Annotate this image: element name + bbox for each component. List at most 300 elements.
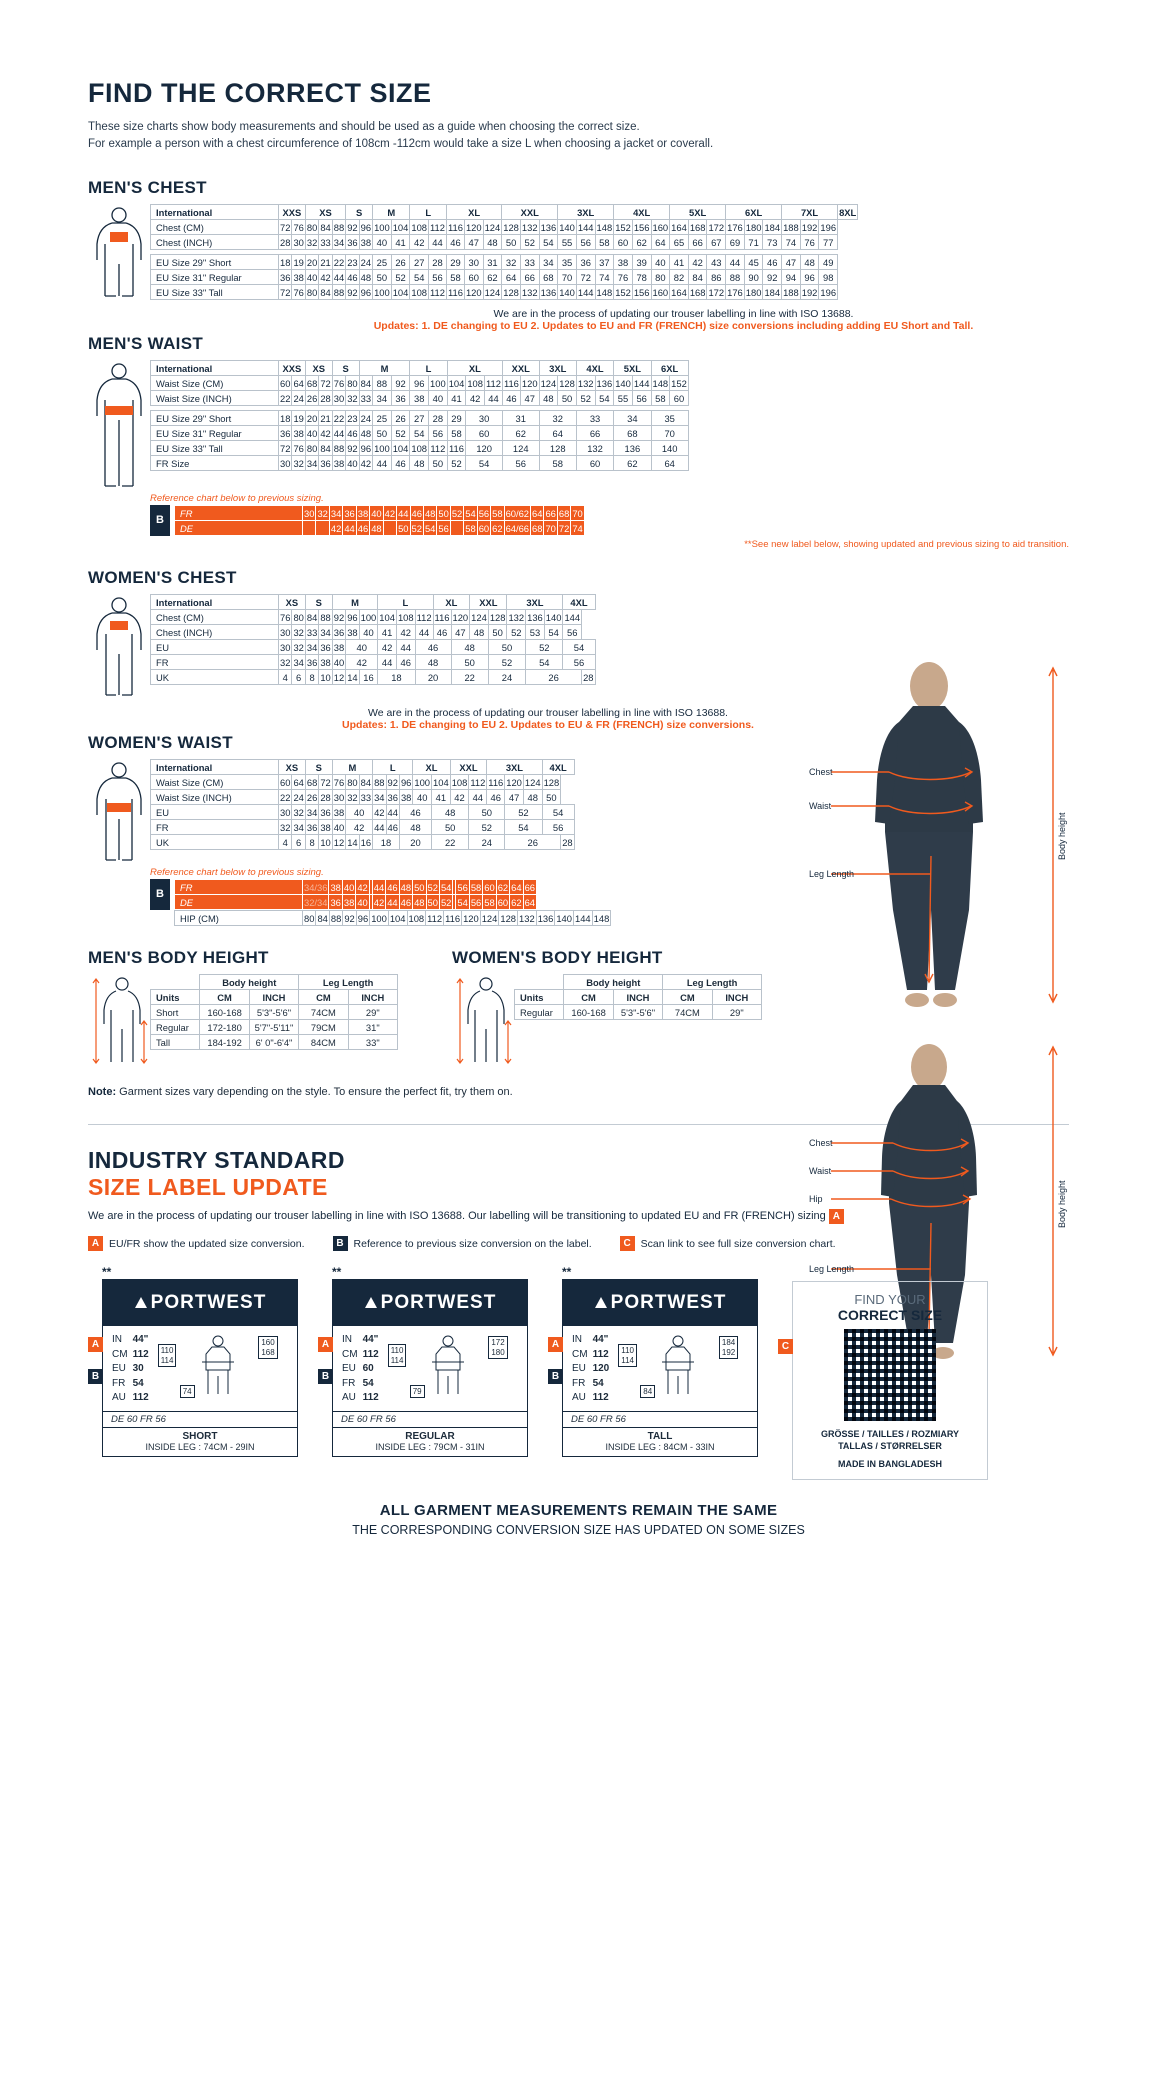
cell: 77 [819,235,838,250]
cell: 52 [520,235,539,250]
mens-waist-b-badge: B [150,505,170,536]
womens-chest-figure [88,594,150,699]
row-label: FR [175,506,303,521]
cell: 70 [651,426,688,441]
cell: 76 [333,776,345,788]
cell: 42 [384,507,396,519]
spec-value: 112 [592,1392,609,1404]
cell: 40 [343,881,355,893]
cell: 112 [470,776,486,788]
cell: 104 [448,377,465,389]
cell: 52 [391,270,410,285]
size-header: S [305,760,332,775]
size-header: 3XL [487,760,542,775]
cell: 34 [293,821,304,833]
cell: 68 [614,426,651,441]
cell: 172 [708,221,725,233]
cell: 48 [410,456,429,471]
cell: 21 [320,412,331,424]
cell: 58 [651,391,670,406]
cell: 48 [470,625,489,640]
cell: 120 [465,286,482,298]
cell: 41 [378,625,397,640]
row-label: EU Size 33" Tall [151,285,279,300]
cell: 62 [497,881,509,893]
cell: 84 [360,776,372,788]
cell: 54 [526,655,563,670]
cell: 19 [293,256,304,268]
legend-item-a [88,1236,305,1251]
cell: 44 [387,896,398,908]
cell: 98 [819,270,838,285]
cell: 36 [344,507,355,519]
cell: 132 [519,912,535,924]
cell: 58 [484,896,495,908]
cell: 46 [502,391,520,406]
cell: 72 [558,522,570,534]
cell: 76 [293,286,304,298]
size-header: 3XL [558,205,614,220]
label-2-brand-bar [333,1280,527,1326]
cell: 50 [488,640,525,655]
cell: 48 [414,896,425,908]
cell: 33 [320,236,331,248]
cell: 23 [347,412,358,424]
cell: 58 [447,426,466,441]
cell: 48 [399,820,431,835]
cell: 38 [400,791,412,803]
cell: 76 [333,377,345,389]
cell: 44 [387,806,398,818]
spec-key: IN [112,1334,122,1346]
cell: 38 [357,507,369,519]
cell: 69 [726,235,745,250]
cell: 42 [450,790,469,805]
cell: 188 [783,286,799,298]
update-1: 1. DE changing to EU [421,320,528,333]
spec-key: CM [112,1348,128,1360]
cell: 76 [293,442,304,454]
cell: 72 [320,776,331,788]
cell: 30 [464,255,483,270]
page-intro [88,119,1069,152]
cell: 50 [432,820,469,835]
cell: 196 [820,221,837,233]
cell: 32 [306,236,318,248]
cell: 38 [360,236,372,248]
row-label: FR Size [151,456,279,471]
cell: 84 [320,221,331,233]
cell: 184-192 [200,1035,249,1050]
womens-chest-header-label: International [151,595,279,610]
qr-code-icon[interactable] [844,1329,936,1421]
label-3-mini-right: 184 192 [719,1336,738,1358]
group-header: Body height [200,975,299,990]
label-2-foot [333,1427,527,1456]
cell: 84 [306,611,318,623]
cell: 116 [447,286,463,298]
cell: 56 [502,456,539,471]
cell: 60 [614,235,633,250]
cell: 42 [396,625,415,640]
cell: 38 [614,255,633,270]
spec-key: CM [572,1348,588,1360]
cell: 60 [670,391,689,406]
cell: 128 [503,286,519,298]
table-row [175,911,611,926]
cell: 58 [465,522,476,534]
cell: 55 [614,391,633,406]
cell: 184 [764,221,781,233]
cell: 140 [615,377,631,389]
label-1-de-fr: DE 60 FR 56 [103,1411,297,1427]
cell: 160 [652,221,669,233]
womens-waist-figure [88,759,150,864]
cell: 25 [373,411,392,426]
cell: 196 [820,286,837,298]
cell: 18 [280,256,291,268]
cell: 72 [280,221,291,233]
row-label: UK [151,670,279,685]
spec-key: IN [572,1334,582,1346]
cell: 40 [371,507,382,519]
size-header: 7XL [782,205,838,220]
table-row [151,1035,398,1050]
cell: 46 [415,640,451,655]
row-label: Waist Size (CM) [151,775,279,790]
cell: 70 [558,270,577,285]
spec-key: FR [112,1377,126,1389]
cell: 48 [451,640,488,655]
cell: 47 [464,235,483,250]
cell: 56 [563,625,582,640]
cell: 152 [615,221,631,233]
cell: 32 [280,656,291,668]
brand-name: PORTWEST [610,1292,727,1314]
spec-value: 112 [592,1348,609,1360]
cell: 22 [280,392,291,404]
cell: 132 [576,441,613,456]
table-row [151,361,689,376]
cell: 50 [427,896,438,908]
cell: 144 [577,286,594,298]
qr-card[interactable] [792,1281,988,1479]
size-header: XXS [279,205,306,220]
cell: 40 [359,625,378,640]
row-label: Chest (INCH) [151,625,279,640]
label-1-star: ** [102,1265,112,1280]
cell: 22 [333,256,345,268]
size-header: XXL [470,595,507,610]
cell: 29 [447,411,466,426]
male-body-height-label: Body height [1057,812,1067,860]
cell: 84 [688,270,707,285]
cell [303,521,316,536]
cell: 32/34 [304,896,328,908]
cell: 60 [576,456,613,471]
size-header: 4XL [542,760,574,775]
cell: 128 [543,776,560,788]
spec-value: 112 [132,1348,149,1360]
size-header: 4XL [576,361,613,376]
cell: 108 [451,776,468,788]
row-label: Waist Size (INCH) [151,391,279,406]
spec-value: 54 [362,1377,374,1389]
cell: 104 [389,912,406,924]
cell: 40 [306,271,318,283]
cell: 5'3"-5'6" [249,1005,298,1020]
cell: 46 [347,427,358,439]
spec-key: CM [342,1348,358,1360]
cell: 132 [521,286,538,298]
cell: 124 [484,221,501,233]
cell: 32 [293,626,304,638]
table-row [151,426,689,441]
row-label: DE [175,521,303,536]
cell: 38 [293,271,304,283]
cell: 84CM [299,1035,348,1050]
cell: 54 [457,896,468,908]
cell: 112 [430,286,445,298]
size-header: 5XL [670,205,726,220]
cell: 54 [410,270,429,285]
cell: 65 [670,235,689,250]
cell: 120 [452,611,469,623]
cell: 29" [712,1005,761,1020]
label-1-mini-leg: 74 [180,1385,195,1398]
cell: 44 [373,456,392,471]
cell: 19 [293,412,304,424]
spec-value: 54 [592,1377,604,1389]
label-1-foot [103,1427,297,1456]
cell: 50 [488,625,507,640]
cell: 48 [371,522,382,534]
mens-waist-table [150,360,689,471]
cell: 32 [293,641,304,653]
legend-a-text: EU/FR show the updated size conversion. [109,1237,305,1250]
cell: 80 [304,912,315,924]
cell: 80 [306,221,318,233]
cell: 38 [333,641,345,653]
label-update-title-2: SIZE LABEL UPDATE [88,1174,328,1201]
cell: 31 [502,411,539,426]
spec-value: 112 [362,1348,379,1360]
cell: 64 [532,507,543,519]
cell: 64 [651,235,670,250]
note-label: Note: [88,1086,117,1099]
size-header: 8XL [839,206,857,218]
cell: 156 [633,221,650,233]
cell: 128 [559,377,575,389]
table-row [151,760,575,775]
cell: 46 [399,805,431,820]
cell: 96 [360,221,372,233]
cell: 53 [526,625,545,640]
mens-chest-header-label: International [151,205,279,220]
female-body-height-label: Body height [1057,1180,1067,1228]
cell: 46 [387,881,398,893]
sub-header: INCH [613,990,662,1005]
male-leg-length-label: Leg Length [809,869,855,879]
cell: 56 [438,522,449,534]
cell: 62 [492,522,503,534]
page-title: FIND THE CORRECT SIZE [88,78,432,108]
cell: 4 [279,670,292,685]
womens-waist-updates [268,719,828,731]
cell: 38 [293,427,304,439]
cell: 47 [505,790,524,805]
row-label: EU Size 31" Regular [151,426,279,441]
cell: 16 [359,670,378,685]
cell: 56 [632,391,651,406]
cell: 32 [293,457,304,469]
cell: 26 [391,255,410,270]
size-header: L [373,760,413,775]
mens-waist-iso-note: We are in the process of updating our trouser labelling in line with ISO 13688. [493,308,854,321]
spec-key: FR [572,1377,586,1389]
cell: 46 [446,235,464,250]
mens-body-height-title: MEN'S BODY HEIGHT [88,948,269,968]
cell: 30 [333,791,345,803]
cell: 74CM [299,1005,348,1020]
cell: 46 [391,456,410,471]
womens-chest-table [150,594,596,685]
cell: 180 [745,221,762,233]
cell: 100 [374,442,390,454]
cell: 4 [279,835,292,850]
cell: 52 [427,881,438,893]
cell: 42 [357,881,368,893]
mens-waist-footnote: **See new label below, showing updated and previous sizing to aid transition. [744,539,1069,551]
cell: 46 [433,625,451,640]
size-header: S [305,595,332,610]
cell: 54 [563,640,595,655]
cell: 164 [671,221,687,233]
cell: 76 [614,270,633,285]
size-header: L [410,205,447,220]
cell: 33" [348,1035,397,1050]
cell: 140 [559,286,575,298]
row-label: UK [151,835,279,850]
cell: 96 [347,611,358,623]
cell: 46 [357,522,369,534]
table-row [151,205,858,220]
spec-key: EU [112,1363,126,1375]
cell: 42 [374,806,385,818]
row-label: Waist Size (INCH) [151,790,279,805]
size-header: M [332,760,372,775]
cell: 120 [463,912,479,924]
row-label: FR [175,880,303,895]
row-label: EU Size 33" Tall [151,441,279,456]
cell: 32 [317,507,328,519]
size-header: XS [279,595,306,610]
cell: 38 [320,656,331,668]
male-waist-label: Waist [809,801,832,811]
cell: 52 [469,820,505,835]
group-header: Body height [564,975,663,990]
cell: 29" [348,1005,397,1020]
size-header: XL [433,595,470,610]
cell: 41 [670,255,689,270]
cell: 62 [614,456,651,471]
cell: 80 [347,377,358,389]
cell: 12 [333,836,345,848]
cell: 42 [346,655,378,670]
cell: 52 [451,507,463,519]
size-header: 4XL [614,205,670,220]
cell: 144 [564,611,581,623]
cell: 72 [280,442,291,454]
cell: 31" [348,1020,397,1035]
cell: 30 [280,641,291,653]
label-3-tag-a: A [548,1337,563,1352]
cell: 54 [440,881,452,893]
cell: 22 [432,835,469,850]
cell: 55 [558,235,577,250]
cell: 36 [320,457,331,469]
cell: 36 [333,626,345,638]
cell: 44 [333,271,345,283]
cell: 40 [333,656,345,668]
cell: 38 [410,391,429,406]
label-1-brand-bar [103,1280,297,1326]
cell [383,521,396,536]
cell: 100 [360,611,377,623]
cell: 136 [614,441,651,456]
cell: 40 [373,235,392,250]
cell: 74 [572,522,583,534]
cell: 26 [391,411,410,426]
cell: 52 [391,426,410,441]
cell: 26 [306,791,318,803]
cell: 38 [320,821,331,833]
cell: 36 [306,656,318,668]
table-row [151,411,689,426]
cell: 104 [379,611,395,623]
cell: 14 [347,836,358,848]
cell: 176 [727,221,743,233]
lead-text: We are in the process of updating our trouser labelling in line with ISO 13688. Our labelling will be transitioning to updated EU and FR (FRENCH) sizing [88,1210,826,1223]
cell: 112 [430,442,446,454]
size-header: XL [413,760,450,775]
cell: 52 [576,391,595,406]
cell: 30 [293,236,304,248]
cell: 32 [539,411,576,426]
row-label: EU Size 29" Short [151,255,279,270]
cell: 42 [346,820,373,835]
sub-header: CM [564,990,613,1005]
spec-key: EU [342,1363,356,1375]
table-row [151,775,575,790]
table-row [151,640,596,655]
cell: 30 [280,626,291,638]
cell: 116 [434,611,450,623]
cell: 36 [576,255,595,270]
cell: 48 [432,805,469,820]
cell: 144 [577,221,594,233]
cell: 36 [306,821,318,833]
cell: 30 [280,457,291,469]
size-header: XXL [502,205,558,220]
cell: 46 [411,507,422,519]
cell: 36 [387,791,398,803]
womens-chest-title: WOMEN'S CHEST [88,568,237,588]
cell: 70 [572,507,583,519]
cell: 34 [374,791,385,803]
cell: 100 [371,912,387,924]
cell: 56 [457,881,468,893]
